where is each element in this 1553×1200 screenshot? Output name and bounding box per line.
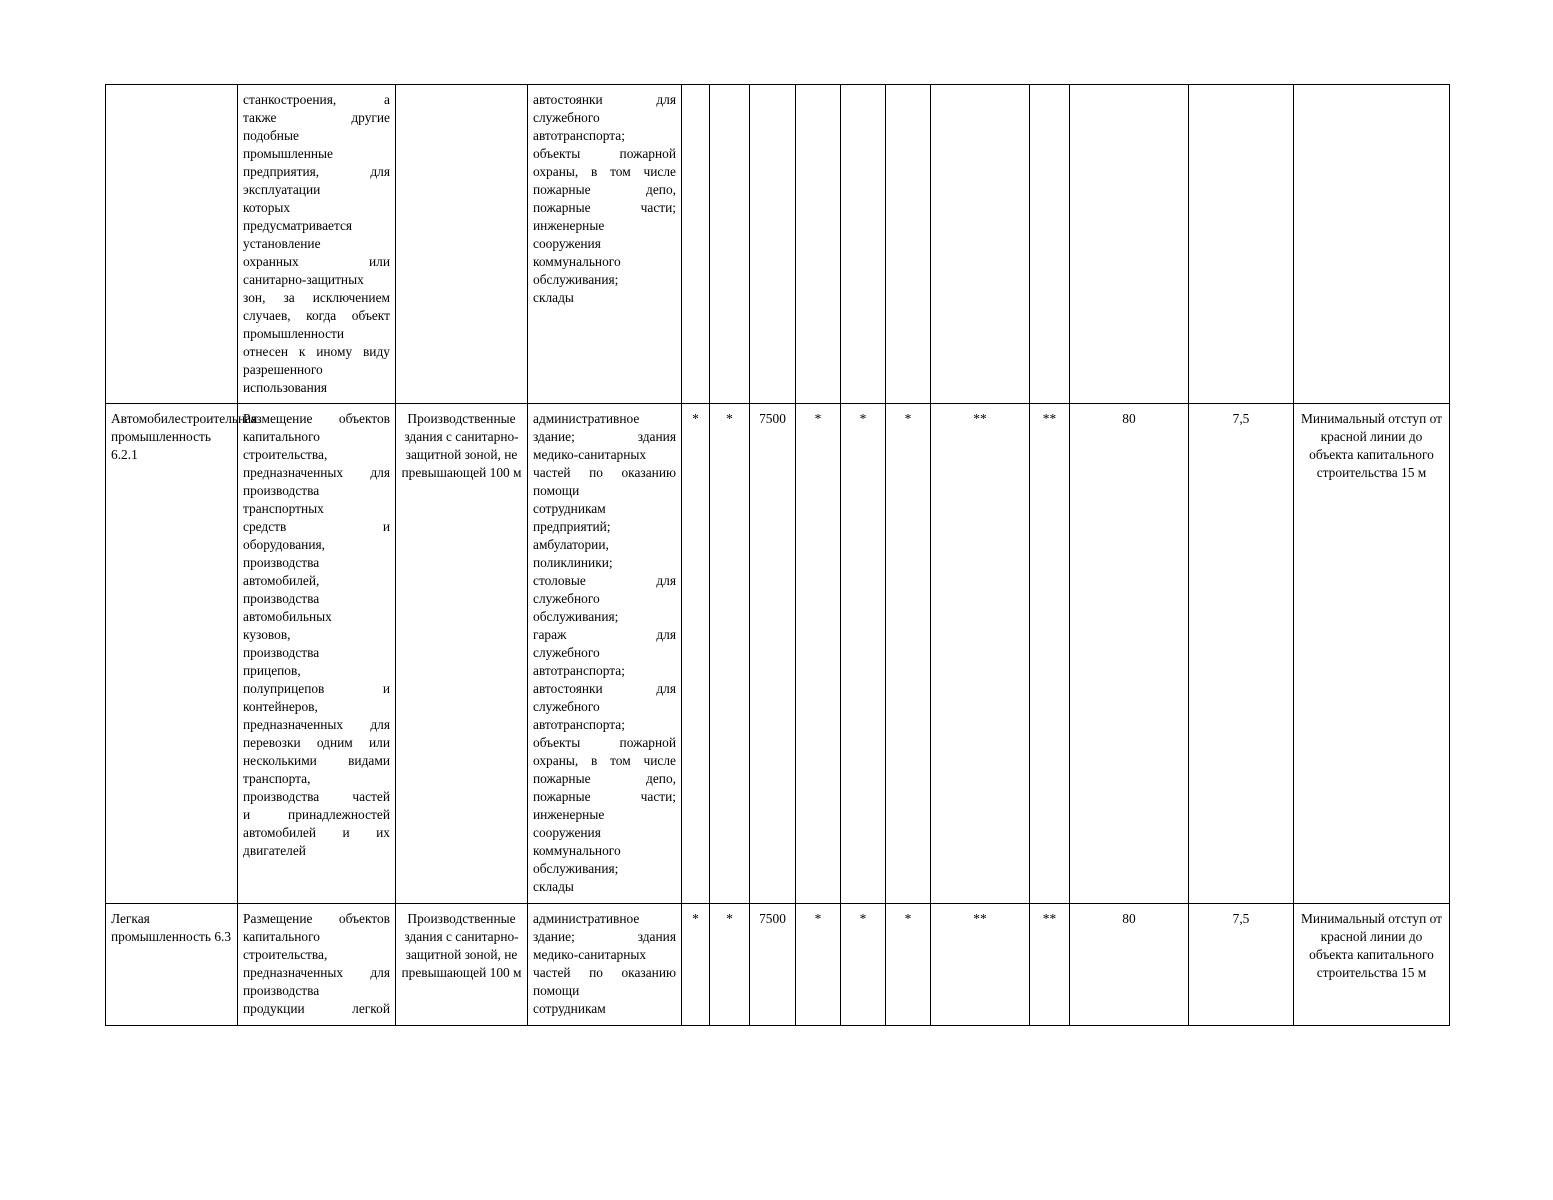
accessory-use-cell-line: обслуживания; (533, 609, 619, 624)
accessory-use-cell-line: амбулатории, (533, 537, 609, 552)
accessory-use-cell-line: автостоянки для (533, 681, 676, 696)
accessory-use-cell-line: пожарные части; (533, 789, 676, 804)
land-use-description-cell-line: и принадлежностей (243, 807, 390, 822)
land-use-name-cell (106, 85, 238, 404)
accessory-use-cell-line: пожарные депо, (533, 182, 676, 197)
accessory-use-cell-line: служебного (533, 591, 600, 606)
land-use-description-cell-line: предназначенных для (243, 965, 390, 980)
land-use-description-cell-line: предусматривается (243, 218, 353, 233)
land-use-description-cell-line: производства (243, 483, 320, 498)
accessory-use-cell-line: служебного (533, 645, 600, 660)
parameter-value-cell (931, 85, 1030, 404)
note-cell (1294, 85, 1450, 404)
land-use-description-cell-line: случаев, когда объект (243, 308, 390, 323)
accessory-use-cell-line: склады (533, 290, 574, 305)
accessory-use-cell-line: пожарные части; (533, 200, 676, 215)
parameter-value-cell: 80 (1070, 404, 1189, 904)
land-use-description-cell-line: капитального (243, 429, 320, 444)
accessory-use-cell-line: административное (533, 411, 640, 426)
parameter-value-cell: ** (931, 904, 1030, 1026)
land-use-description-cell-line: прицепов, (243, 663, 301, 678)
parameter-value-cell: 7,5 (1189, 404, 1294, 904)
accessory-use-cell-line: охраны, в том числе (533, 164, 676, 179)
accessory-use-cell-line: сооружения (533, 236, 601, 251)
accessory-use-cell-line: помощи (533, 483, 580, 498)
accessory-use-cell-line: здание; здания (533, 929, 676, 944)
table-row (106, 404, 1450, 904)
land-use-description-cell-line: промышленные (243, 146, 333, 161)
accessory-use-cell-line: обслуживания; (533, 861, 619, 876)
parameter-value-cell: * (886, 404, 931, 904)
land-use-description-cell-line: транспорта, (243, 771, 311, 786)
parameter-value-cell: * (886, 904, 931, 1026)
accessory-use-cell-line: служебного (533, 699, 600, 714)
land-use-description-cell-line: предприятия, для (243, 164, 390, 179)
accessory-use-cell-line: объекты пожарной (533, 146, 676, 161)
parameter-value-cell: * (841, 904, 886, 1026)
land-use-description-cell-line: полуприцепов и (243, 681, 390, 696)
accessory-use-cell-line: частей по оказанию (533, 465, 676, 480)
land-use-description-cell (238, 85, 396, 404)
parameter-value-cell: ** (931, 404, 1030, 904)
land-use-description-cell-line: Размещение объектов (243, 411, 390, 426)
land-use-name-cell: Легкая промышленность 6.3 (106, 904, 238, 1026)
land-use-description-cell-line: двигателей (243, 843, 306, 858)
land-use-description-cell-line: транспортных (243, 501, 324, 516)
accessory-use-cell-line: сотрудникам (533, 1001, 606, 1016)
parameter-value-cell (796, 85, 841, 404)
land-use-description-cell-line: зон, за исключением (243, 290, 390, 305)
land-use-description-cell (238, 904, 396, 1026)
land-use-name-cell: Автомобилестроительная промышленность 6.2.1 (106, 404, 238, 904)
accessory-use-cell-line: склады (533, 879, 574, 894)
accessory-use-cell (528, 404, 682, 904)
land-use-description-cell-line: станкостроения, а (243, 92, 390, 107)
accessory-use-cell-line: автостоянки для (533, 92, 676, 107)
sanitary-zone-cell: Производственные здания с санитарно-защитной зоной, не превышающей 100 м (396, 904, 528, 1026)
land-use-description-cell-line: охранных или (243, 254, 390, 269)
parameter-value-cell (682, 85, 710, 404)
land-use-description-cell-line: промышленности (243, 326, 345, 341)
table-row (106, 85, 1450, 404)
parameter-value-cell: * (796, 904, 841, 1026)
table-row (106, 904, 1450, 1026)
accessory-use-cell-line: медико-санитарных (533, 447, 647, 462)
land-use-description-cell-line: разрешенного (243, 362, 323, 377)
parameter-value-cell (1189, 85, 1294, 404)
land-use-description-cell-line: оборудования, (243, 537, 326, 552)
accessory-use-cell-line: инженерные (533, 807, 605, 822)
parameter-value-cell: ** (1030, 404, 1070, 904)
land-use-description-cell-line: автомобилей и их (243, 825, 390, 840)
accessory-use-cell-line: автотранспорта; (533, 128, 625, 143)
land-use-description-cell-line: которых (243, 200, 291, 215)
parameter-value-cell: ** (1030, 904, 1070, 1026)
land-use-description-cell-line: строительства, (243, 447, 328, 462)
land-use-description-cell-line: установление (243, 236, 321, 251)
accessory-use-cell-line: объекты пожарной (533, 735, 676, 750)
accessory-use-cell-line: сооружения (533, 825, 601, 840)
parameter-value-cell (1030, 85, 1070, 404)
accessory-use-cell (528, 85, 682, 404)
parameter-value-cell: 7500 (750, 904, 796, 1026)
accessory-use-cell-line: медико-санитарных (533, 947, 647, 962)
accessory-use-cell-line: служебного (533, 110, 600, 125)
land-use-description-cell-line: эксплуатации (243, 182, 321, 197)
accessory-use-cell-line: столовые для (533, 573, 676, 588)
land-use-description-cell-line: автомобилей, (243, 573, 320, 588)
accessory-use-cell-line: гараж для (533, 627, 676, 642)
land-use-description-cell-line: также другие (243, 110, 390, 125)
accessory-use-cell-line: здание; здания (533, 429, 676, 444)
land-use-description-cell-line: отнесен к иному виду (243, 344, 390, 359)
accessory-use-cell-line: автотранспорта; (533, 663, 625, 678)
accessory-use-cell-line: инженерные (533, 218, 605, 233)
land-use-description-cell-line: подобные (243, 128, 299, 143)
accessory-use-cell-line: пожарные депо, (533, 771, 676, 786)
accessory-use-cell-line: сотрудникам (533, 501, 606, 516)
land-use-description-cell-line: средств и (243, 519, 390, 534)
land-use-description-cell-line: производства (243, 983, 320, 998)
accessory-use-cell-line: охраны, в том числе (533, 753, 676, 768)
land-use-description-cell-line: производства (243, 591, 320, 606)
land-use-description-cell-line: контейнеров, (243, 699, 318, 714)
accessory-use-cell-line: поликлиники; (533, 555, 613, 570)
parameter-value-cell: * (796, 404, 841, 904)
land-use-description-cell-line: производства (243, 645, 320, 660)
parameter-value-cell: * (682, 904, 710, 1026)
regulations-table (105, 84, 1450, 1026)
sanitary-zone-cell: Производственные здания с санитарно-защитной зоной, не превышающей 100 м (396, 404, 528, 904)
parameter-value-cell: 7,5 (1189, 904, 1294, 1026)
accessory-use-cell (528, 904, 682, 1026)
land-use-description-cell-line: предназначенных для (243, 465, 390, 480)
land-use-description-cell-line: строительства, (243, 947, 328, 962)
parameter-value-cell: * (841, 404, 886, 904)
parameter-value-cell (710, 85, 750, 404)
accessory-use-cell-line: помощи (533, 983, 580, 998)
note-cell: Минимальный отступ от красной линии до объекта капитального строительства 15 м (1294, 404, 1450, 904)
land-use-description-cell (238, 404, 396, 904)
accessory-use-cell-line: коммунального (533, 843, 621, 858)
accessory-use-cell-line: обслуживания; (533, 272, 619, 287)
land-use-description-cell-line: кузовов, (243, 627, 291, 642)
table-body (106, 85, 1450, 1026)
land-use-description-cell-line: Размещение объектов (243, 911, 390, 926)
parameter-value-cell (841, 85, 886, 404)
parameter-value-cell: 80 (1070, 904, 1189, 1026)
land-use-description-cell-line: использования (243, 380, 328, 395)
land-use-description-cell-line: перевозки одним или (243, 735, 390, 750)
accessory-use-cell-line: коммунального (533, 254, 621, 269)
land-use-description-cell-line: предназначенных для (243, 717, 390, 732)
accessory-use-cell-line: частей по оказанию (533, 965, 676, 980)
accessory-use-cell-line: предприятий; (533, 519, 611, 534)
accessory-use-cell-line: административное (533, 911, 640, 926)
land-use-description-cell-line: несколькими видами (243, 753, 390, 768)
parameter-value-cell: * (682, 404, 710, 904)
land-use-description-cell-line: производства (243, 555, 320, 570)
parameter-value-cell (750, 85, 796, 404)
note-cell: Минимальный отступ от красной линии до объекта капитального строительства 15 м (1294, 904, 1450, 1026)
land-use-description-cell-line: санитарно-защитных (243, 272, 364, 287)
parameter-value-cell (1070, 85, 1189, 404)
land-use-description-cell-line: капитального (243, 929, 320, 944)
sanitary-zone-cell (396, 85, 528, 404)
land-use-description-cell-line: автомобильных (243, 609, 332, 624)
parameter-value-cell: * (710, 404, 750, 904)
parameter-value-cell: * (710, 904, 750, 1026)
parameter-value-cell (886, 85, 931, 404)
land-use-description-cell-line: продукции легкой (243, 1001, 390, 1016)
land-use-description-cell-line: производства частей (243, 789, 390, 804)
accessory-use-cell-line: автотранспорта; (533, 717, 625, 732)
parameter-value-cell: 7500 (750, 404, 796, 904)
